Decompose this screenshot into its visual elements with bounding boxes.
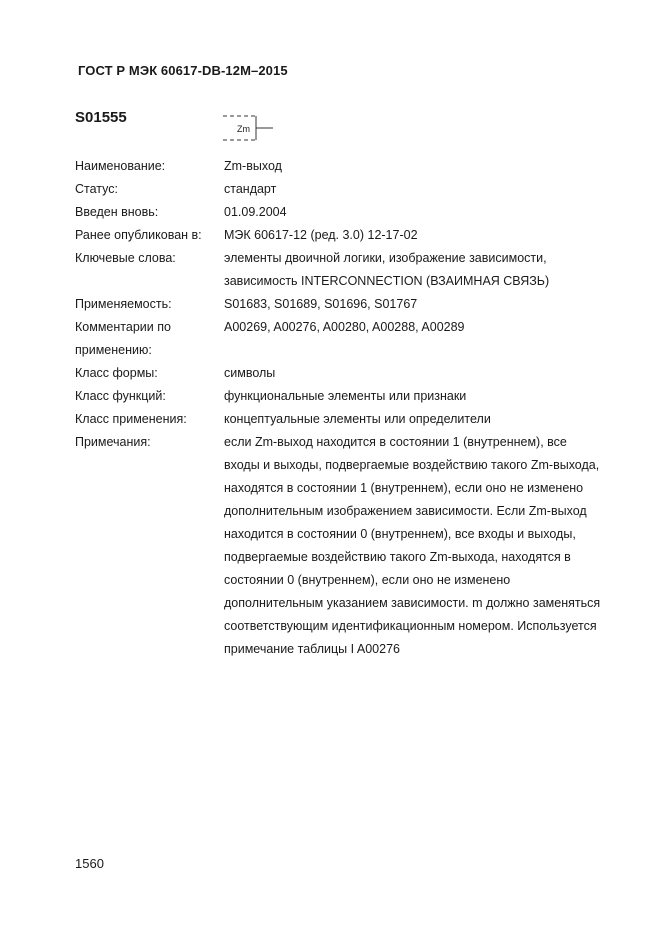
field-name (75, 155, 635, 178)
field-value: МЭК 60617-12 (ред. 3.0) 12-17-02 (224, 228, 418, 242)
field-label: Введен вновь: (75, 205, 159, 219)
field-value: 01.09.2004 (224, 205, 287, 219)
field-value: находятся в состоянии 1 (внутреннем), если оно не изменено (224, 481, 584, 495)
field-value: примечание таблицы I A00276 (224, 642, 400, 656)
field-label: Комментарии по (75, 320, 171, 334)
field-notes (75, 431, 635, 661)
field-value: элементы двоичной логики, изображение зависимости, (224, 251, 547, 265)
field-status (75, 178, 635, 201)
symbol-label: Zm (237, 124, 250, 134)
field-value: Zm-выход (224, 159, 282, 173)
field-previously-published (75, 224, 635, 247)
field-value: S01683, S01689, S01696, S01767 (224, 297, 418, 311)
field-table (75, 155, 635, 661)
field-applicability (75, 293, 635, 316)
field-value: стандарт (224, 182, 277, 196)
field-form-class (75, 362, 635, 385)
entry-code: S01555 (75, 109, 127, 126)
field-value: подвергаемые воздействию такого Zm-выхода, находятся в (224, 550, 571, 564)
field-value: соответствующим идентификационным номером. Используется (224, 619, 597, 633)
field-label: Класс функций: (75, 389, 166, 403)
field-value: состоянии 0 (внутреннем), если оно не изменено (224, 573, 511, 587)
field-label: Ранее опубликован в: (75, 228, 202, 242)
field-label: Примечания: (75, 435, 151, 449)
field-label: Применяемость: (75, 297, 172, 311)
field-value: если Zm-выход находится в состоянии 1 (внутреннем), все (224, 435, 567, 449)
field-value: зависимость INTERCONNECTION (ВЗАИМНАЯ СВЯЗЬ) (224, 274, 550, 288)
field-value: концептуальные элементы или определители (224, 412, 491, 426)
field-value: входы и выходы, подвергаемые воздействию такого Zm-выхода, (224, 458, 600, 472)
field-application-class (75, 408, 635, 431)
field-label: Ключевые слова: (75, 251, 176, 265)
field-label: Наименование: (75, 159, 166, 173)
field-label: Статус: (75, 182, 118, 196)
field-value: дополнительным изображением зависимости. Если Zm-выход (224, 504, 587, 518)
zm-output-symbol-icon (222, 113, 282, 143)
field-application-comments (75, 316, 635, 362)
page-number: 1560 (75, 856, 104, 871)
field-value: A00269, A00276, A00280, A00288, A00289 (224, 320, 465, 334)
field-function-class (75, 385, 635, 408)
field-keywords (75, 247, 635, 293)
field-label: применению: (75, 343, 152, 357)
field-value: функциональные элементы или признаки (224, 389, 467, 403)
field-label: Класс применения: (75, 412, 187, 426)
document-header: ГОСТ Р МЭК 60617-DB-12M–2015 (78, 63, 288, 78)
field-value: символы (224, 366, 276, 380)
field-value: находится в состоянии 0 (внутреннем), все входы и выходы, (224, 527, 576, 541)
field-introduced (75, 201, 635, 224)
field-label: Класс формы: (75, 366, 158, 380)
field-value: дополнительным указанием зависимости. m должно заменяться (224, 596, 601, 610)
